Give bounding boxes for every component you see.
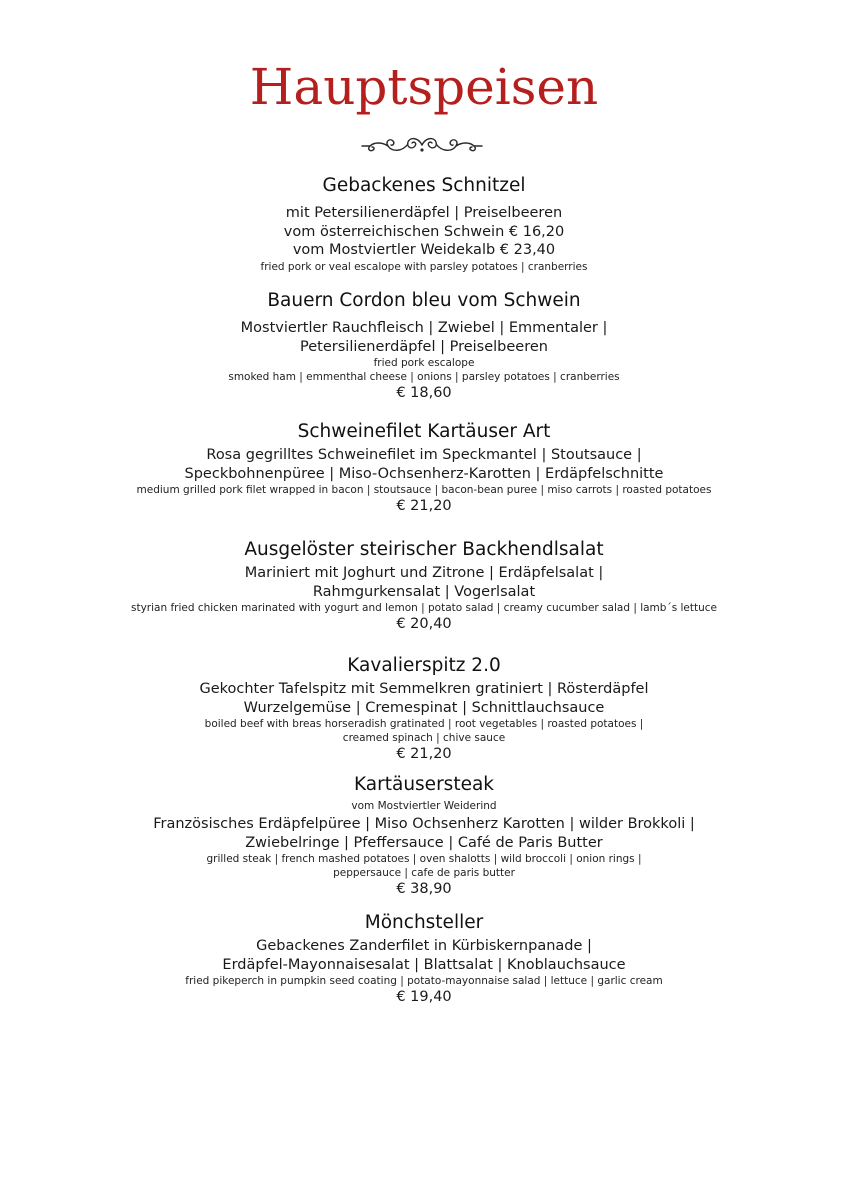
dish-description-line: Erdäpfel-Mayonnaisesalat | Blattsalat | Knoblauchsauce xyxy=(222,956,626,973)
dish-english-description: styrian fried chicken marinated with yogurt and lemon | potato salad | creamy cucumber salad | lamb´s lettuce xyxy=(130,602,718,614)
dish-name: Kartäusersteak xyxy=(353,774,494,795)
dish-3 xyxy=(0,418,848,516)
dish-english-description: smoked ham | emmenthal cheese | onions | parsley potatoes | cranberries xyxy=(228,371,620,383)
dish-description-line: Gekochter Tafelspitz mit Semmelkren gratiniert | Rösterdäpfel xyxy=(199,681,649,697)
dish-description-line: Speckbohnenpüree | Miso-Ochsenherz-Karotten | Erdäpfelschnitte xyxy=(184,465,664,482)
dish-7 xyxy=(0,909,848,1007)
dish-price: € 18,60 xyxy=(396,385,452,401)
dish-description-line: Gebackenes Zanderfilet in Kürbiskernpanade | xyxy=(256,938,592,954)
dish-price: € 20,40 xyxy=(396,616,452,632)
dish-english-description: creamed spinach | chive sauce xyxy=(342,732,506,744)
dish-price: € 38,90 xyxy=(396,881,452,897)
dish-2 xyxy=(0,287,848,403)
dish-price-line: vom österreichischen Schwein € 16,20 xyxy=(283,223,565,240)
dish-description-line: Mariniert mit Joghurt und Zitrone | Erdäpfelsalat | xyxy=(244,565,604,581)
dish-price: € 21,20 xyxy=(396,746,452,762)
dish-price-line: vom Mostviertler Weidekalb € 23,40 xyxy=(292,242,556,258)
dish-english-description: fried pork escalope xyxy=(373,357,475,369)
dish-description-line: Petersilienerdäpfel | Preiselbeeren xyxy=(300,338,548,355)
dish-subtitle: vom Mostviertler Weiderind xyxy=(351,800,497,812)
dish-6 xyxy=(0,771,848,899)
dish-name: Gebackenes Schnitzel xyxy=(322,175,526,196)
page-title: Hauptspeisen xyxy=(249,58,599,116)
dish-description-line: mit Petersilienerdäpfel | Preiselbeeren xyxy=(285,205,563,221)
dish-name: Kavalierspitz 2.0 xyxy=(347,655,501,676)
dish-description-line: Mostviertler Rauchfleisch | Zwiebel | Emmentaler | xyxy=(240,320,608,336)
dish-price: € 21,20 xyxy=(396,498,452,514)
scroll-ornament-icon xyxy=(360,132,484,158)
dish-name: Bauern Cordon bleu vom Schwein xyxy=(267,290,581,311)
dish-english-description: fried pork or veal escalope with parsley potatoes | cranberries xyxy=(260,260,588,273)
dish-description-line: Rosa gegrilltes Schweinefilet im Speckmantel | Stoutsauce | xyxy=(206,447,642,463)
dish-name: Schweinefilet Kartäuser Art xyxy=(297,421,551,442)
dish-1 xyxy=(0,172,848,274)
dish-description-line: Französisches Erdäpfelpüree | Miso Ochsenherz Karotten | wilder Brokkoli | xyxy=(153,816,695,832)
dish-english-description: peppersauce | cafe de paris butter xyxy=(333,867,515,879)
dish-name: Mönchsteller xyxy=(364,912,484,933)
dish-description-line: Wurzelgemüse | Cremespinat | Schnittlauchsauce xyxy=(243,699,605,716)
dish-description-line: Rahmgurkensalat | Vogerlsalat xyxy=(312,583,536,600)
dish-english-description: medium grilled pork filet wrapped in bacon | stoutsauce | bacon-bean puree | miso carrots | roasted potatoes xyxy=(136,484,712,496)
dish-price: € 19,40 xyxy=(396,989,452,1005)
dish-description-line: Zwiebelringe | Pfeffersauce | Café de Paris Butter xyxy=(245,834,603,851)
dish-5 xyxy=(0,652,848,764)
dish-name: Ausgelöster steirischer Backhendlsalat xyxy=(244,539,604,560)
dish-4 xyxy=(0,536,848,634)
dish-english-description: fried pikeperch in pumpkin seed coating | potato-mayonnaise salad | lettuce | garlic cream xyxy=(185,975,663,987)
dish-english-description: boiled beef with breas horseradish gratinated | root vegetables | roasted potatoes | xyxy=(204,718,644,730)
dish-english-description: grilled steak | french mashed potatoes | oven shalotts | wild broccoli | onion rings | xyxy=(206,853,642,865)
